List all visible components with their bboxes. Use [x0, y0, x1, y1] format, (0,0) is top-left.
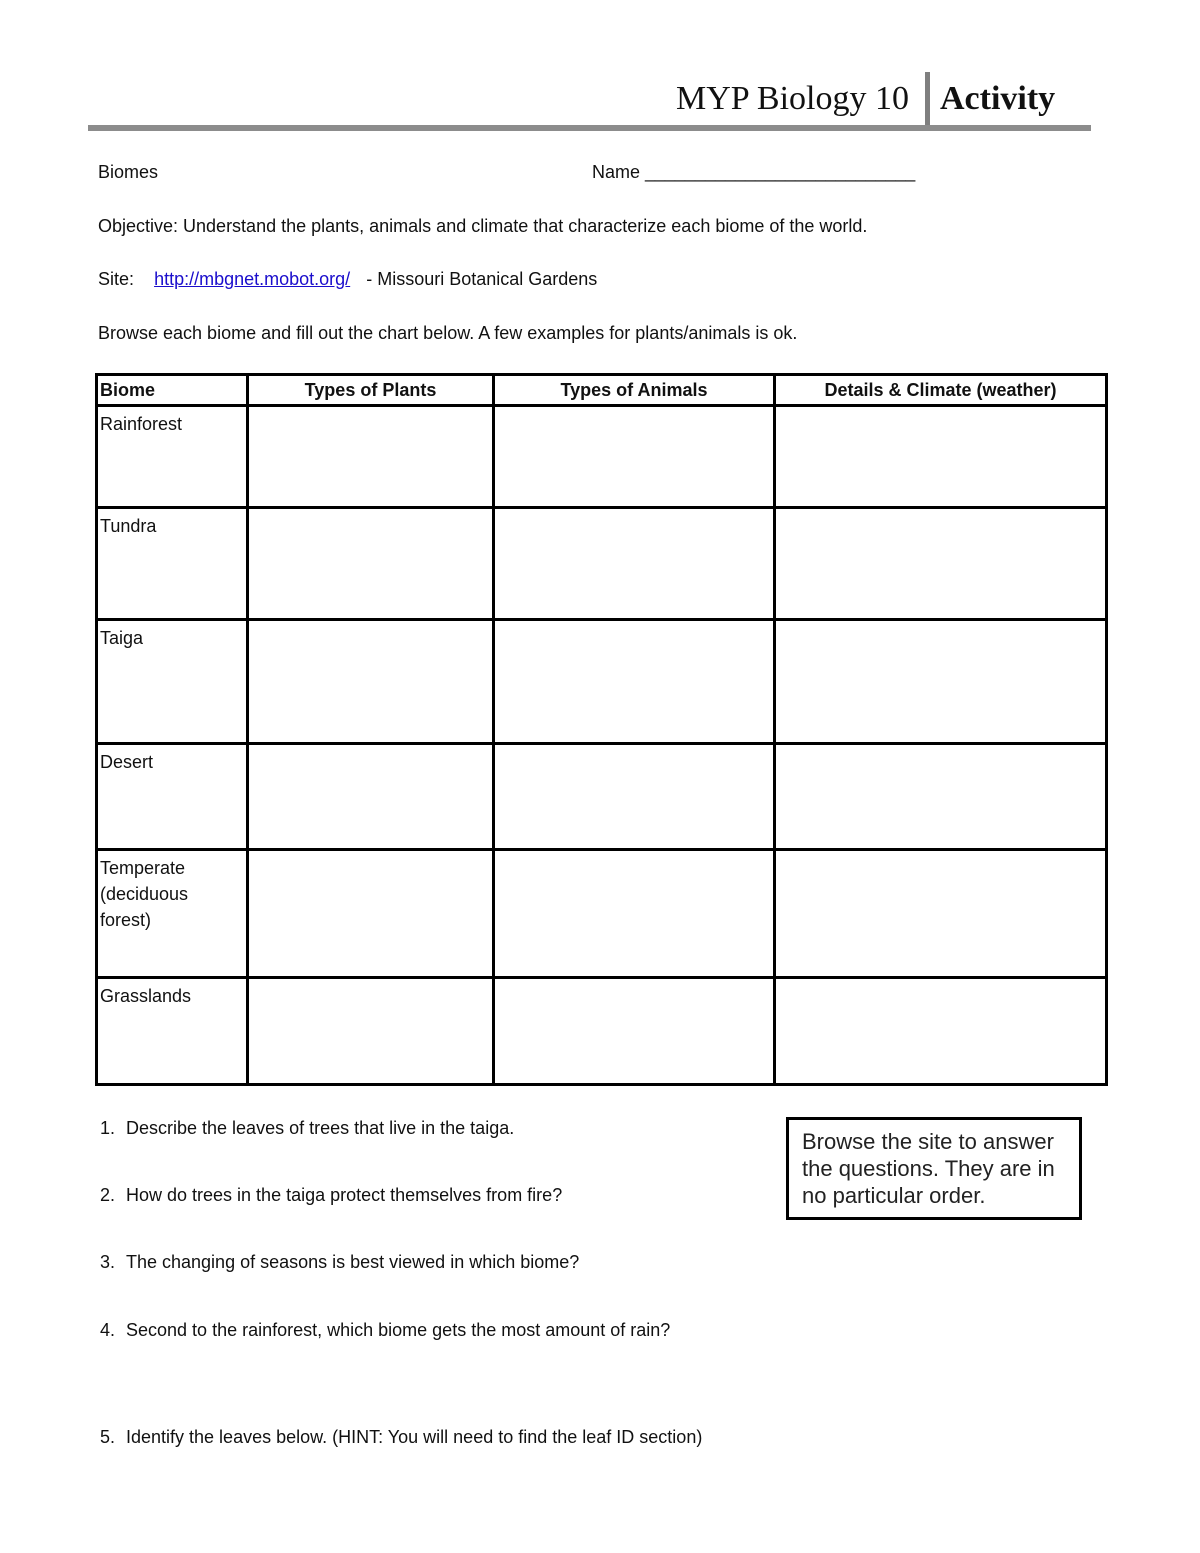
site-suffix: - Missouri Botanical Gardens	[366, 269, 598, 289]
header-separator	[925, 72, 930, 128]
site-link[interactable]: http://mbgnet.mobot.org/	[154, 269, 351, 289]
question-3: 3. The changing of seasons is best viewed in which biome?	[100, 1252, 580, 1272]
biome-temperate: Temperate (deciduous forest)	[97, 849, 248, 977]
plants-cell[interactable]	[248, 849, 494, 977]
name-field[interactable]: Name ___________________________	[592, 162, 916, 182]
table-row	[97, 406, 1107, 508]
header-animals: Types of Animals	[494, 375, 775, 406]
objective-text: Objective: Understand the plants, animals and climate that characterize each biome of the world.	[98, 216, 868, 236]
animals-cell[interactable]	[494, 849, 775, 977]
activity-label: Activity	[940, 80, 1056, 117]
instructions-text: Browse each biome and fill out the chart below. A few examples for plants/animals is ok.	[98, 323, 798, 343]
chart-header-row	[97, 375, 1107, 406]
site-label: Site:	[98, 269, 135, 289]
biome-rainforest: Rainforest	[97, 406, 248, 508]
climate-cell[interactable]	[775, 406, 1107, 508]
plants-cell[interactable]	[248, 406, 494, 508]
plants-cell[interactable]	[248, 743, 494, 849]
climate-cell[interactable]	[775, 743, 1107, 849]
animals-cell[interactable]	[494, 620, 775, 743]
header-plants: Types of Plants	[248, 375, 494, 406]
climate-cell[interactable]	[775, 977, 1107, 1084]
plants-cell[interactable]	[248, 977, 494, 1084]
animals-cell[interactable]	[494, 508, 775, 620]
question-2: 2. How do trees in the taiga protect themselves from fire?	[100, 1185, 563, 1205]
header-biome: Biome	[97, 375, 248, 406]
climate-cell[interactable]	[775, 508, 1107, 620]
question-5: 5. Identify the leaves below. (HINT: You will need to find the leaf ID section)	[100, 1427, 703, 1447]
table-row	[97, 849, 1107, 977]
table-row	[97, 620, 1107, 743]
biome-chart	[95, 373, 1108, 1086]
biome-taiga: Taiga	[97, 620, 248, 743]
question-1: 1. Describe the leaves of trees that live in the taiga.	[100, 1118, 515, 1138]
plants-cell[interactable]	[248, 620, 494, 743]
animals-cell[interactable]	[494, 977, 775, 1084]
climate-cell[interactable]	[775, 620, 1107, 743]
biome-grasslands: Grasslands	[97, 977, 248, 1084]
topic-label: Biomes	[98, 162, 159, 182]
animals-cell[interactable]	[494, 743, 775, 849]
animals-cell[interactable]	[494, 406, 775, 508]
table-row	[97, 508, 1107, 620]
header-climate: Details & Climate (weather)	[775, 375, 1107, 406]
table-row	[97, 977, 1107, 1084]
question-4: 4. Second to the rainforest, which biome gets the most amount of rain?	[100, 1320, 671, 1340]
course-title: MYP Biology 10	[676, 80, 910, 117]
site-line	[98, 269, 597, 290]
note-box: Browse the site to answer the questions. They are in no particular order.	[786, 1117, 1082, 1220]
header-rule	[88, 125, 1091, 131]
plants-cell[interactable]	[248, 508, 494, 620]
table-row	[97, 743, 1107, 849]
biome-desert: Desert	[97, 743, 248, 849]
biome-tundra: Tundra	[97, 508, 248, 620]
climate-cell[interactable]	[775, 849, 1107, 977]
